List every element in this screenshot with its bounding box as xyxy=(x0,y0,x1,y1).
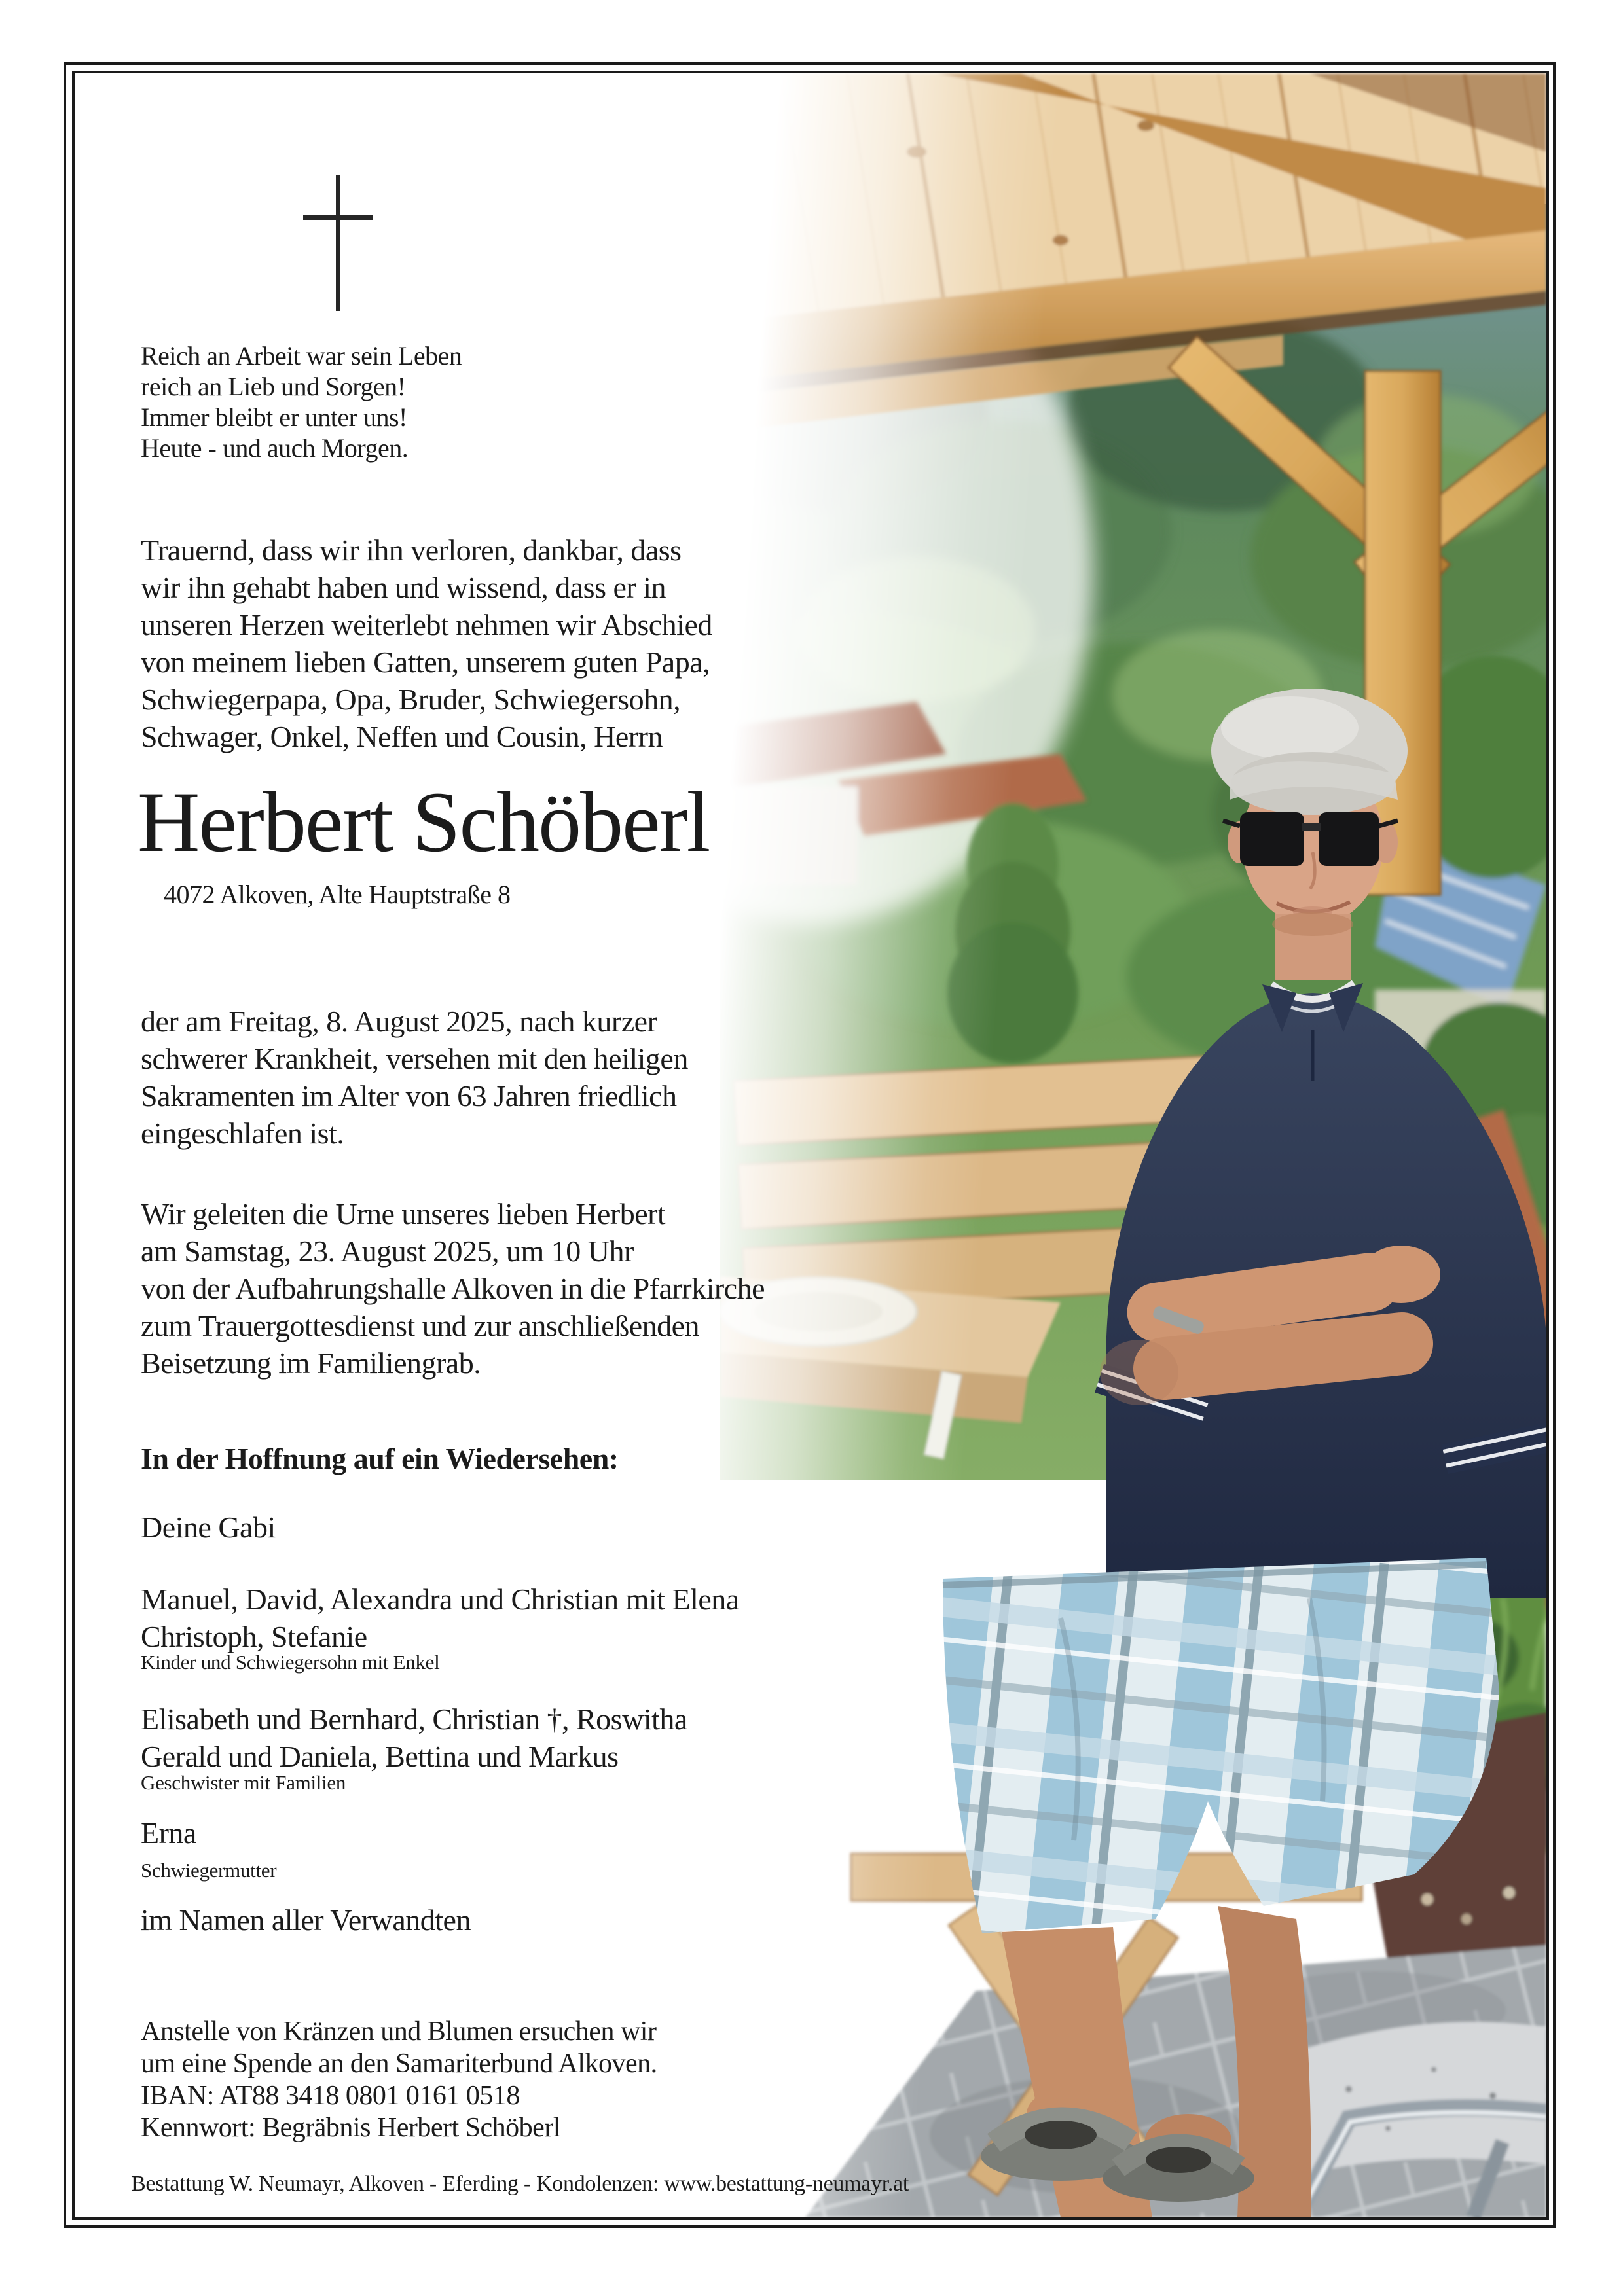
intro-line: wir ihn gehabt haben und wissend, dass er in xyxy=(141,571,666,604)
mourner-children xyxy=(141,1581,739,1655)
funeral-notice xyxy=(141,1195,765,1382)
donation-request xyxy=(141,2016,657,2144)
poem-line: reich an Lieb und Sorgen! xyxy=(141,372,406,401)
mourner-mother-in-law: Erna xyxy=(141,1816,196,1850)
death-notice-line: Sakramenten im Alter von 63 Jahren friedlich xyxy=(141,1079,677,1113)
intro-line: von meinem lieben Gatten, unserem guten Papa, xyxy=(141,645,710,679)
donation-line: Anstelle von Kränzen und Blumen ersuchen wir xyxy=(141,2017,657,2047)
poem-line: Reich an Arbeit war sein Leben xyxy=(141,341,462,370)
intro-line: Schwager, Onkel, Neffen und Cousin, Herrn xyxy=(141,720,663,753)
funeral-home-footer: Bestattung W. Neumayr, Alkoven - Eferding - Kondolenzen: www.bestattung-neumayr.at xyxy=(131,2172,909,2196)
mourner-siblings-role: Geschwister mit Familien xyxy=(141,1771,346,1794)
intro-line: Schwiegerpapa, Opa, Bruder, Schwiegersohn, xyxy=(141,683,681,716)
cross-icon xyxy=(303,175,373,311)
poem-line: Heute - und auch Morgen. xyxy=(141,433,409,463)
intro-line: Trauernd, dass wir ihn verloren, dankbar, dass xyxy=(141,533,682,567)
funeral-notice-line: von der Aufbahrungshalle Alkoven in die Pfarrkirche xyxy=(141,1272,765,1305)
poem-line: Immer bleibt er unter uns! xyxy=(141,403,407,432)
death-notice-line: der am Freitag, 8. August 2025, nach kurzer xyxy=(141,1005,657,1038)
mourner-children-line: Christoph, Stefanie xyxy=(141,1620,367,1653)
death-notice-line: eingeschlafen ist. xyxy=(141,1117,344,1150)
mourner-siblings xyxy=(141,1700,687,1775)
deceased-name: Herbert Schöberl xyxy=(137,774,710,870)
funeral-notice-line: zum Trauergottesdienst und zur anschließenden xyxy=(141,1309,700,1342)
donation-line: IBAN: AT88 3418 0801 0161 0518 xyxy=(141,2081,520,2111)
funeral-notice-line: am Samstag, 23. August 2025, um 10 Uhr xyxy=(141,1234,634,1268)
funeral-notice-line: Wir geleiten die Urne unseres lieben Herbert xyxy=(141,1197,666,1230)
death-notice-line: schwerer Krankheit, versehen mit den heiligen xyxy=(141,1042,688,1075)
memorial-photo-scene xyxy=(720,73,1546,2217)
mourner-mother-in-law-role: Schwiegermutter xyxy=(141,1859,277,1882)
donation-line: um eine Spende an den Samariterbund Alkoven. xyxy=(141,2049,657,2079)
mourner-siblings-line: Elisabeth und Bernhard, Christian †, Roswitha xyxy=(141,1702,687,1736)
mourner-siblings-line: Gerald und Daniela, Bettina und Markus xyxy=(141,1740,619,1773)
death-notice xyxy=(141,1003,688,1152)
mourner-children-line: Manuel, David, Alexandra und Christian mit Elena xyxy=(141,1583,739,1616)
intro-line: unseren Herzen weiterlebt nehmen wir Abschied xyxy=(141,608,712,641)
mourners-closing: im Namen aller Verwandten xyxy=(141,1903,471,1937)
memorial-photo xyxy=(720,73,1546,2217)
funeral-notice-line: Beisetzung im Familiengrab. xyxy=(141,1346,481,1380)
mourner-children-role: Kinder und Schwiegersohn mit Enkel xyxy=(141,1651,440,1674)
memorial-poem xyxy=(141,340,462,463)
hope-heading: In der Hoffnung auf ein Wiedersehen: xyxy=(141,1442,619,1475)
mourner-spouse: Deine Gabi xyxy=(141,1511,276,1544)
intro-paragraph xyxy=(141,531,712,755)
donation-line: Kennwort: Begräbnis Herbert Schöberl xyxy=(141,2113,560,2143)
deceased-address: 4072 Alkoven, Alte Hauptstraße 8 xyxy=(164,880,511,909)
